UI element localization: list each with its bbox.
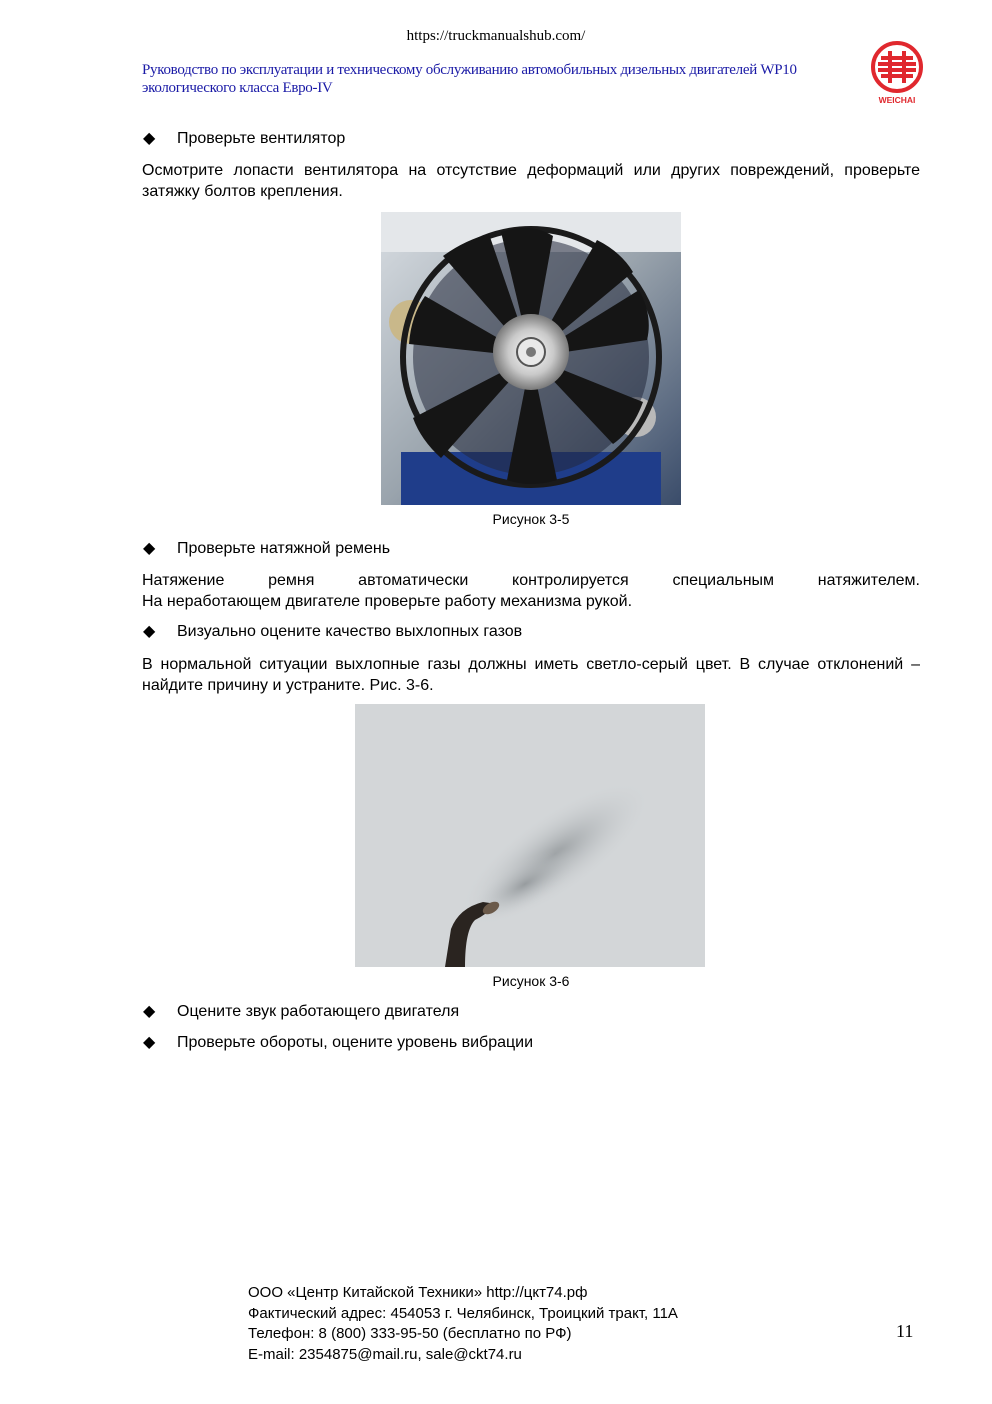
- rpm-heading: Проверьте обороты, оцените уровень вибрации: [177, 1034, 534, 1051]
- bullet-rpm: [143, 1033, 533, 1053]
- fan-paragraph: Осмотрите лопасти вентилятора на отсутствие деформаций или других повреждений, проверьте затяжку болтов крепления.: [142, 162, 920, 200]
- footer-email: E-mail: 2354875@mail.ru, sale@ckt74.ru: [248, 1345, 522, 1363]
- figure-caption-3-6: Рисунок 3-6: [492, 973, 570, 989]
- footer-address: Фактический адрес: 454053 г. Челябинск, Троицкий тракт, 11А: [248, 1304, 678, 1322]
- bullet-diamond: ◆: [143, 130, 156, 147]
- figure-caption-3-5: Рисунок 3-5: [492, 511, 570, 527]
- bullet-belt: [143, 539, 390, 559]
- belt-paragraph-line2: На неработающем двигателе проверьте работу механизма рукой.: [142, 593, 633, 610]
- page-number: 11: [896, 1321, 914, 1341]
- document-title-line1: Руководство по эксплуатации и техническому обслуживанию автомобильных дизельных двигателей WP10: [142, 62, 797, 78]
- footer-phone: Телефон: 8 (800) 333-95-50 (бесплатно по РФ): [248, 1325, 572, 1342]
- figure-exhaust-photo: [355, 704, 705, 967]
- footer-company: ООО «Центр Китайской Техники» http://цкт74.рф: [248, 1284, 588, 1301]
- bullet-diamond: ◆: [143, 540, 156, 557]
- figure-fan-photo: [381, 212, 681, 505]
- exhaust-paragraph: В нормальной ситуации выхлопные газы должны иметь светло-серый цвет. В случае отклонений – найдите причину и устраните. Рис. 3-6.: [142, 656, 920, 694]
- logo-wordmark: WEICHAI: [878, 95, 916, 105]
- belt-heading: Проверьте натяжной ремень: [177, 540, 391, 557]
- bullet-sound: [143, 1002, 459, 1022]
- document-title: [142, 61, 862, 97]
- document-title-line2: экологического класса Евро-IV: [142, 80, 333, 96]
- bullet-exhaust: [143, 622, 522, 642]
- footer-contacts: [248, 1283, 678, 1365]
- weichai-logo: [866, 40, 928, 106]
- fan-heading: Проверьте вентилятор: [177, 130, 346, 147]
- sound-heading: Оцените звук работающего двигателя: [177, 1003, 460, 1020]
- exhaust-heading: Визуально оцените качество выхлопных газов: [177, 623, 523, 640]
- bullet-diamond: ◆: [143, 1034, 156, 1051]
- bullet-diamond: ◆: [143, 1003, 156, 1020]
- belt-paragraph-line1: Натяжение ремня автоматически контролируется специальным натяжителем.: [142, 572, 920, 589]
- bullet-fan: [143, 129, 345, 149]
- source-url[interactable]: https://truckmanualshub.com/: [406, 28, 586, 44]
- bullet-diamond: ◆: [143, 623, 156, 640]
